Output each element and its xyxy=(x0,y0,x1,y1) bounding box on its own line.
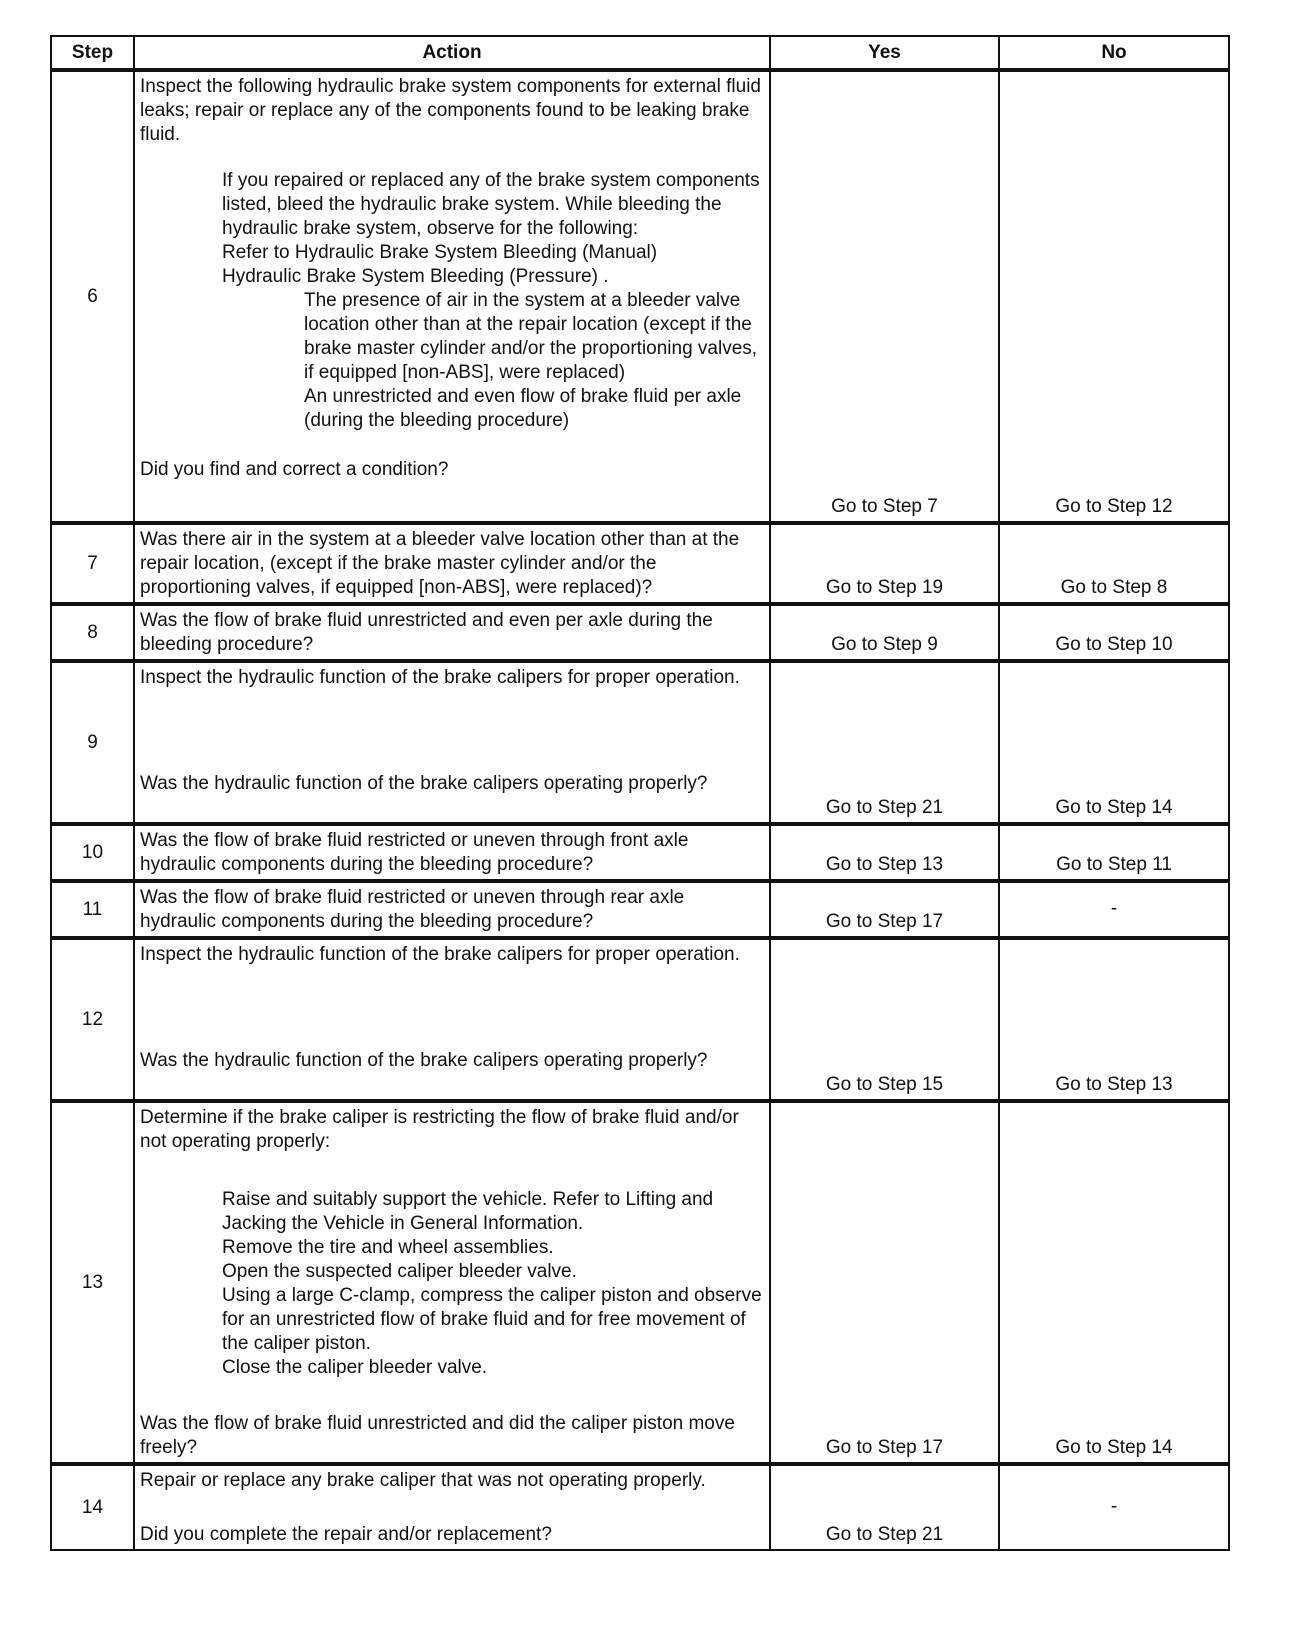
action-intro: Repair or replace any brake caliper that was not operating properly. xyxy=(140,1470,706,1491)
action-intro: Determine if the brake caliper is restricting the flow of brake fluid and/or not operating properly: xyxy=(140,1107,739,1152)
action-substep: Hydraulic Brake System Bleeding (Pressure) . xyxy=(222,266,609,287)
action-substep: The presence of air in the system at a bleeder valve location other than at the repair location (except if the brake master cylinder and/or the proportioning valves, if equipped [non-ABS], were replaced) xyxy=(304,290,758,383)
action-intro: Inspect the following hydraulic brake system components for external fluid leaks; repair or replace any of the components found to be leaking brake fluid. xyxy=(140,76,761,145)
step-number: 7 xyxy=(51,523,134,604)
table-row xyxy=(51,881,1229,938)
action-question: Was the hydraulic function of the brake calipers operating properly? xyxy=(140,1050,708,1071)
yes-cell: Go to Step 17 xyxy=(770,1101,999,1464)
header-yes: Yes xyxy=(770,36,999,70)
step-number: 13 xyxy=(51,1101,134,1464)
action-cell xyxy=(134,938,770,1101)
no-cell: Go to Step 14 xyxy=(999,661,1229,824)
step-number: 14 xyxy=(51,1464,134,1550)
yes-cell: Go to Step 7 xyxy=(770,70,999,523)
table-row xyxy=(51,661,1229,824)
table-row xyxy=(51,70,1229,523)
step-number: 11 xyxy=(51,881,134,938)
no-cell: Go to Step 14 xyxy=(999,1101,1229,1464)
action-cell xyxy=(134,604,770,661)
action-substep: Remove the tire and wheel assemblies. xyxy=(222,1237,554,1258)
action-question: Was the flow of brake fluid restricted or uneven through front axle hydraulic components during the bleeding procedure? xyxy=(140,830,689,875)
no-cell: Go to Step 13 xyxy=(999,938,1229,1101)
action-question: Was the hydraulic function of the brake calipers operating properly? xyxy=(140,773,708,794)
step-number: 8 xyxy=(51,604,134,661)
action-cell xyxy=(134,881,770,938)
action-question: Did you find and correct a condition? xyxy=(140,459,449,480)
action-substep: Open the suspected caliper bleeder valve. xyxy=(222,1261,577,1282)
action-substep: Using a large C-clamp, compress the caliper piston and observe for an unrestricted flow of brake fluid and for free movement of the caliper piston. xyxy=(222,1285,762,1354)
action-intro: Inspect the hydraulic function of the brake calipers for proper operation. xyxy=(140,944,740,965)
yes-cell: Go to Step 15 xyxy=(770,938,999,1101)
table-row xyxy=(51,604,1229,661)
diagnostic-table xyxy=(50,35,1230,1551)
no-cell: Go to Step 11 xyxy=(999,824,1229,881)
no-cell: Go to Step 8 xyxy=(999,523,1229,604)
action-substep: If you repaired or replaced any of the brake system components listed, bleed the hydraulic brake system. While bleeding the hydraulic brake system, observe for the following: xyxy=(222,170,760,239)
action-substep: Refer to Hydraulic Brake System Bleeding (Manual) xyxy=(222,242,658,263)
yes-cell: Go to Step 17 xyxy=(770,881,999,938)
step-number: 12 xyxy=(51,938,134,1101)
action-question: Was there air in the system at a bleeder valve location other than at the repair location, (except if the brake master cylinder and/or the proportioning valves, if equipped [non-ABS], were replaced)? xyxy=(140,529,740,598)
table-row xyxy=(51,824,1229,881)
yes-cell: Go to Step 9 xyxy=(770,604,999,661)
action-substep: An unrestricted and even flow of brake fluid per axle (during the bleeding procedure) xyxy=(304,386,742,431)
action-cell xyxy=(134,70,770,523)
action-question: Was the flow of brake fluid unrestricted and even per axle during the bleeding procedure? xyxy=(140,610,713,655)
action-cell xyxy=(134,523,770,604)
table-row xyxy=(51,523,1229,604)
action-question: Was the flow of brake fluid restricted or uneven through rear axle hydraulic components during the bleeding procedure? xyxy=(140,887,685,932)
table-row xyxy=(51,938,1229,1101)
action-intro: Inspect the hydraulic function of the brake calipers for proper operation. xyxy=(140,667,740,688)
yes-cell: Go to Step 21 xyxy=(770,1464,999,1550)
action-cell xyxy=(134,824,770,881)
table-row xyxy=(51,1101,1229,1464)
yes-cell: Go to Step 21 xyxy=(770,661,999,824)
action-question: Did you complete the repair and/or replacement? xyxy=(140,1524,552,1545)
yes-cell: Go to Step 19 xyxy=(770,523,999,604)
header-step: Step xyxy=(51,36,134,70)
action-substep: Close the caliper bleeder valve. xyxy=(222,1357,488,1378)
header-no: No xyxy=(999,36,1229,70)
yes-cell: Go to Step 13 xyxy=(770,824,999,881)
no-cell: Go to Step 10 xyxy=(999,604,1229,661)
action-cell xyxy=(134,1464,770,1550)
action-cell xyxy=(134,661,770,824)
step-number: 10 xyxy=(51,824,134,881)
table-row xyxy=(51,1464,1229,1550)
action-question: Was the flow of brake fluid unrestricted and did the caliper piston move freely? xyxy=(140,1413,735,1458)
no-cell: Go to Step 12 xyxy=(999,70,1229,523)
step-number: 6 xyxy=(51,70,134,523)
action-cell xyxy=(134,1101,770,1464)
no-cell: - xyxy=(999,881,1229,938)
header-action: Action xyxy=(134,36,770,70)
no-cell: - xyxy=(999,1464,1229,1550)
action-substep: Raise and suitably support the vehicle. Refer to Lifting and Jacking the Vehicle in General Information. xyxy=(222,1189,714,1234)
header-row xyxy=(51,36,1229,70)
step-number: 9 xyxy=(51,661,134,824)
